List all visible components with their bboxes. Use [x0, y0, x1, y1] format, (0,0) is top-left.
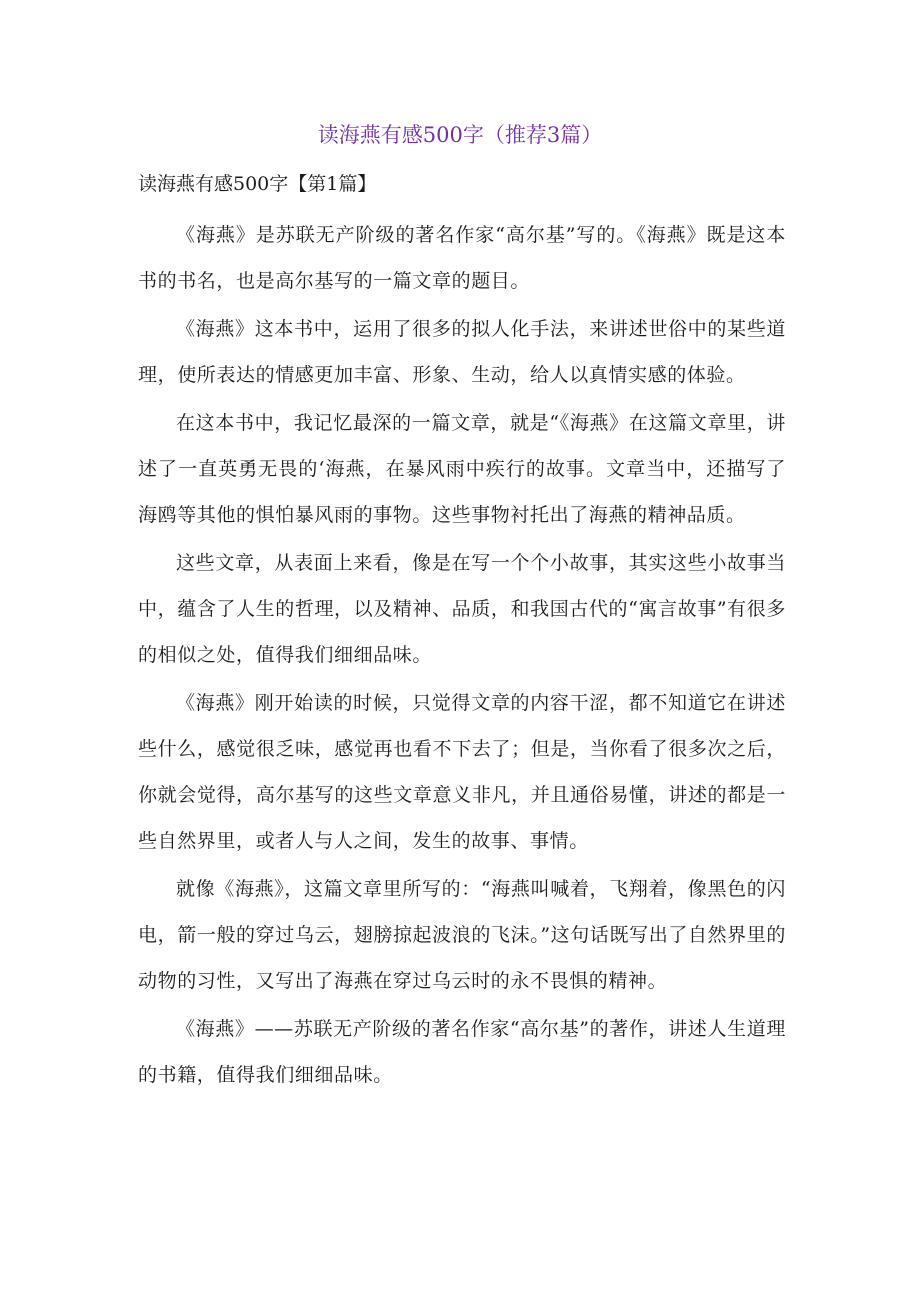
- paragraph: 《海燕》刚开始读的时候，只觉得文章的内容干涩，都不知道它在讲述些什么，感觉很乏味，感觉再也看不下去了；但是，当你看了很多次之后，你就会觉得，高尔基写的这些文章意义非凡，并且通俗易懂，讲述的都是一些自然界里，或者人与人之间，发生的故事、事情。: [138, 692, 786, 852]
- paragraph: 这些文章，从表面上来看，像是在写一个个小故事，其实这些小故事当中，蕴含了人生的哲理，以及精神、品质，和我国古代的“寓言故事”有很多的相似之处，值得我们细细品味。: [138, 552, 786, 666]
- document-title: 读海燕有感500字（推荐3篇）: [317, 123, 603, 147]
- body-text: [138, 212, 786, 1100]
- paragraph: 《海燕》——苏联无产阶级的著名作家“高尔基”的著作，讲述人生道理的书籍，值得我们细细品味。: [138, 1018, 786, 1086]
- paragraph: 《海燕》是苏联无产阶级的著名作家“高尔基”写的。《海燕》既是这本书的书名，也是高尔基写的一篇文章的题目。: [138, 224, 786, 292]
- paragraph: 在这本书中，我记忆最深的一篇文章，就是“《海燕》在这篇文章里，讲述了一直英勇无畏的‘海燕，在暴风雨中疾行的故事。文章当中，还描写了海鸥等其他的惧怕暴风雨的事物。这些事物衬托出了海燕的精神品质。: [138, 412, 786, 526]
- paragraph: 《海燕》这本书中，运用了很多的拟人化手法，来讲述世俗中的某些道理，使所表达的情感更加丰富、形象、生动，给人以真情实感的体验。: [138, 318, 786, 386]
- paragraph: 就像《海燕》，这篇文章里所写的：“海燕叫喊着，飞翔着，像黑色的闪电，箭一般的穿过乌云，翅膀掠起波浪的飞沫。”这句话既写出了自然界里的动物的习性，又写出了海燕在穿过乌云时的永不畏惧的精神。: [138, 878, 786, 992]
- section-heading: 读海燕有感500字【第1篇】: [138, 173, 377, 195]
